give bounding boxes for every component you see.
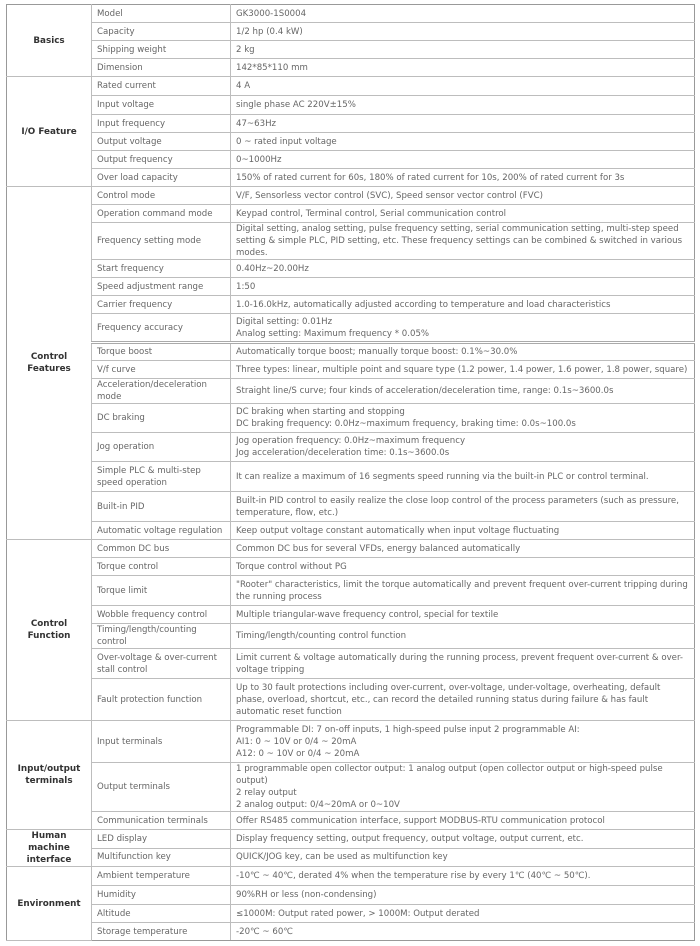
value-line: 150% of rated current for 60s, 180% of rated current for 10s, 200% of rated current for 3s — [236, 172, 625, 183]
value-line: 4 A — [236, 81, 251, 91]
param-value — [231, 151, 695, 169]
param-label: DC braking — [92, 404, 231, 433]
param-value — [231, 923, 695, 941]
spec-row — [7, 923, 695, 941]
param-value — [231, 5, 695, 23]
param-label: Speed adjustment range — [92, 278, 231, 296]
param-label: Rated current — [92, 77, 231, 96]
group-label: Human machine interface — [7, 830, 92, 867]
param-value — [231, 278, 695, 296]
param-label: Torque control — [92, 558, 231, 576]
value-line: 90%RH or less (non-condensing) — [236, 890, 377, 900]
spec-table — [6, 4, 695, 941]
value-line: Torque control without PG — [236, 561, 347, 572]
value-line: GK3000-1S0004 — [236, 8, 307, 19]
spec-row — [7, 41, 695, 59]
value-line: 1:50 — [236, 281, 256, 292]
spec-row — [7, 96, 695, 115]
param-value — [231, 361, 695, 379]
param-value — [231, 187, 695, 205]
spec-row — [7, 151, 695, 169]
value-line: Analog setting: Maximum frequency * 0.05% — [236, 328, 430, 339]
value-line: Display frequency setting, output frequency, output voltage, output current, etc. — [236, 833, 584, 844]
param-label: Simple PLC & multi-step speed operation — [92, 462, 231, 492]
param-label: Communication terminals — [92, 812, 231, 830]
spec-row — [7, 296, 695, 314]
value-line: Multiple triangular-wave frequency control, special for textile — [236, 609, 499, 620]
spec-row — [7, 522, 695, 540]
param-value — [231, 649, 695, 679]
value-line: Programmable DI: 7 on-off inputs, 1 high-speed pulse input 2 programmable AI: — [236, 724, 580, 735]
spec-row — [7, 848, 695, 867]
param-value — [231, 296, 695, 314]
param-value — [231, 522, 695, 540]
spec-row — [7, 540, 695, 558]
param-label: Start frequency — [92, 260, 231, 278]
value-line: Limit current & voltage automatically during the running process, prevent frequent over-current & over-voltage tripping — [236, 652, 684, 675]
value-line: Digital setting, analog setting, pulse frequency setting, serial communication setting, multi-step speed setting & simple PLC, PID setting, etc. These frequency settings can be combined & switched in various modes. — [236, 224, 683, 258]
param-label: Shipping weight — [92, 41, 231, 59]
param-value — [231, 314, 695, 343]
spec-row — [7, 77, 695, 96]
param-label: Frequency accuracy — [92, 314, 231, 343]
param-label: Altitude — [92, 905, 231, 923]
group-label: Environment — [7, 867, 92, 941]
param-label: Input frequency — [92, 115, 231, 133]
value-line: Built-in PID control to easily realize the close loop control of the process parameters (such as pressure, temperature, flow, etc.) — [236, 495, 679, 518]
param-label: Acceleration/deceleration mode — [92, 379, 231, 404]
param-value — [231, 379, 695, 404]
param-value — [231, 606, 695, 624]
value-line: Three types: linear, multiple point and square type (1.2 power, 1.4 power, 1.6 power, 1.8 power, square) — [236, 364, 688, 375]
param-value — [231, 223, 695, 260]
param-label: Jog operation — [92, 433, 231, 462]
param-label: Input terminals — [92, 721, 231, 763]
param-value — [231, 115, 695, 133]
spec-row — [7, 606, 695, 624]
param-value — [231, 41, 695, 59]
param-label: Ambient temperature — [92, 867, 231, 886]
group-label: I/O Feature — [7, 77, 92, 187]
param-value — [231, 59, 695, 77]
param-label: Output voltage — [92, 133, 231, 151]
group-label: Control Function — [7, 540, 92, 721]
spec-row — [7, 314, 695, 343]
value-line: 0.40Hz~20.00Hz — [236, 263, 309, 274]
spec-row — [7, 361, 695, 379]
value-line: DC braking when starting and stopping — [236, 407, 405, 417]
spec-row — [7, 205, 695, 223]
spec-row — [7, 115, 695, 133]
param-value — [231, 848, 695, 867]
group-label: Basics — [7, 5, 92, 77]
group-label: Control Features — [7, 187, 92, 540]
value-line: "Rooter" characteristics, limit the torque automatically and prevent frequent over-current tripping during the running process — [236, 579, 688, 602]
param-value — [231, 343, 695, 361]
value-line: 1 programmable open collector output: 1 analog output (open collector output or high-speed pulse output) — [236, 764, 663, 786]
param-label: Torque boost — [92, 343, 231, 361]
param-value — [231, 812, 695, 830]
param-label: Capacity — [92, 23, 231, 41]
param-value — [231, 576, 695, 606]
value-line: Offer RS485 communication interface, support MODBUS-RTU communication protocol — [236, 815, 605, 826]
param-value — [231, 830, 695, 849]
param-value — [231, 433, 695, 462]
value-line: 0~1000Hz — [236, 154, 282, 165]
param-label: Fault protection function — [92, 679, 231, 721]
value-line: A12: 0 ~ 10V or 0/4 ~ 20mA — [236, 748, 360, 759]
value-line: single phase AC 220V±15% — [236, 100, 356, 110]
value-line: Keypad control, Terminal control, Serial communication control — [236, 208, 507, 219]
spec-row — [7, 260, 695, 278]
param-value — [231, 721, 695, 763]
param-label: Humidity — [92, 886, 231, 905]
value-line: -10℃ ~ 40℃, derated 4% when the temperature rise by every 1℃ (40℃ ~ 50℃). — [236, 871, 591, 881]
param-label: Operation command mode — [92, 205, 231, 223]
spec-row — [7, 59, 695, 77]
spec-row — [7, 5, 695, 23]
param-value — [231, 867, 695, 886]
param-value — [231, 23, 695, 41]
value-line: Automatically torque boost; manually torque boost: 0.1%~30.0% — [236, 347, 518, 357]
param-value — [231, 260, 695, 278]
spec-row — [7, 404, 695, 433]
spec-row — [7, 721, 695, 763]
value-line: 142*85*110 mm — [236, 62, 308, 73]
value-line: 1.0-16.0kHz, automatically adjusted according to temperature and load characteristics — [236, 299, 611, 310]
spec-row — [7, 624, 695, 649]
param-label: Dimension — [92, 59, 231, 77]
value-line: 47~63Hz — [236, 118, 277, 129]
spec-row — [7, 379, 695, 404]
spec-row — [7, 133, 695, 151]
spec-row — [7, 23, 695, 41]
spec-row — [7, 867, 695, 886]
spec-row — [7, 812, 695, 830]
param-label: Automatic voltage regulation — [92, 522, 231, 540]
param-label: Over-voltage & over-current stall control — [92, 649, 231, 679]
param-label: Timing/length/counting control — [92, 624, 231, 649]
value-line: AI1: 0 ~ 10V or 0/4 ~ 20mA — [236, 736, 357, 747]
param-value — [231, 133, 695, 151]
value-line: Keep output voltage constant automatically when input voltage fluctuating — [236, 525, 560, 536]
value-line: 1/2 hp (0.4 kW) — [236, 26, 303, 37]
param-value — [231, 679, 695, 721]
param-label: Over load capacity — [92, 169, 231, 187]
param-value — [231, 558, 695, 576]
value-line: Timing/length/counting control function — [236, 631, 407, 641]
param-label: V/f curve — [92, 361, 231, 379]
value-line: V/F, Sensorless vector control (SVC), Speed sensor vector control (FVC) — [236, 190, 543, 201]
value-line: 2 relay output — [236, 788, 297, 798]
param-label: Model — [92, 5, 231, 23]
param-label: Input voltage — [92, 96, 231, 115]
param-value — [231, 169, 695, 187]
spec-row — [7, 830, 695, 849]
spec-row — [7, 576, 695, 606]
param-label: LED display — [92, 830, 231, 849]
param-label: Wobble frequency control — [92, 606, 231, 624]
group-label: Input/output terminals — [7, 721, 92, 830]
param-value — [231, 624, 695, 649]
value-line: ≤1000M: Output rated power, > 1000M: Output derated — [236, 908, 480, 919]
value-line: -20℃ ~ 60℃ — [236, 926, 293, 937]
param-value — [231, 540, 695, 558]
value-line: QUICK/JOG key, can be used as multifunction key — [236, 852, 448, 863]
param-value — [231, 492, 695, 522]
value-line: Digital setting: 0.01Hz — [236, 316, 333, 327]
spec-row — [7, 492, 695, 522]
param-value — [231, 763, 695, 812]
value-line: 2 analog output: 0/4~20mA or 0~10V — [236, 800, 400, 810]
spec-row — [7, 649, 695, 679]
param-label: Multifunction key — [92, 848, 231, 867]
value-line: Common DC bus for several VFDs, energy balanced automatically — [236, 543, 521, 554]
param-label: Output terminals — [92, 763, 231, 812]
value-line: Up to 30 fault protections including over-current, over-voltage, under-voltage, overheating, default phase, overload, shortcut, etc., can record the detailed running status during failure & has fault automatic reset function — [236, 682, 661, 717]
param-label: Built-in PID — [92, 492, 231, 522]
value-line: DC braking frequency: 0.0Hz~maximum frequency, braking time: 0.0s~100.0s — [236, 419, 576, 429]
spec-row — [7, 343, 695, 361]
param-label: Common DC bus — [92, 540, 231, 558]
param-value — [231, 205, 695, 223]
param-label: Frequency setting mode — [92, 223, 231, 260]
value-line: Jog acceleration/deceleration time: 0.1s~3600.0s — [236, 448, 450, 458]
param-value — [231, 905, 695, 923]
spec-row — [7, 905, 695, 923]
param-value — [231, 886, 695, 905]
param-value — [231, 404, 695, 433]
param-value — [231, 462, 695, 492]
spec-row — [7, 886, 695, 905]
param-label: Output frequency — [92, 151, 231, 169]
spec-row — [7, 558, 695, 576]
param-value — [231, 96, 695, 115]
spec-row — [7, 169, 695, 187]
value-line: Jog operation frequency: 0.0Hz~maximum frequency — [236, 436, 466, 446]
value-line: Straight line/S curve; four kinds of acceleration/deceleration time, range: 0.1s~3600.0s — [236, 386, 614, 396]
spec-row — [7, 187, 695, 205]
spec-row — [7, 278, 695, 296]
value-line: It can realize a maximum of 16 segments speed running via the built-in PLC or control terminal. — [236, 471, 649, 482]
param-label: Control mode — [92, 187, 231, 205]
spec-row — [7, 433, 695, 462]
spec-row — [7, 462, 695, 492]
spec-row — [7, 223, 695, 260]
param-label: Storage temperature — [92, 923, 231, 941]
param-label: Carrier frequency — [92, 296, 231, 314]
value-line: 0 ~ rated input voltage — [236, 136, 337, 147]
spec-row — [7, 763, 695, 812]
spec-row — [7, 679, 695, 721]
param-label: Torque limit — [92, 576, 231, 606]
value-line: 2 kg — [236, 44, 255, 55]
param-value — [231, 77, 695, 96]
